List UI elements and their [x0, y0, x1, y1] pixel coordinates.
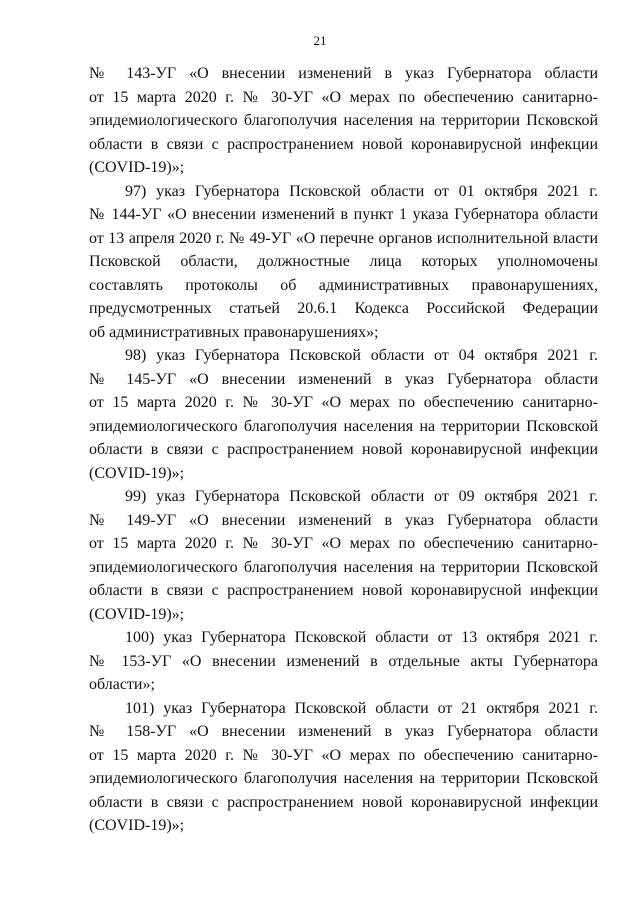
text-line: эпидемиологического благополучия населения на территории Псковской: [89, 112, 598, 129]
text-line: предусмотренных статьей 20.6.1 Кодекса Российской Федерации: [89, 300, 598, 317]
text-line: области в связи с распространением новой коронавирусной инфекции: [89, 582, 598, 599]
list-item-first-line: 100) указ Губернатора Псковской области от 13 октября 2021 г.: [125, 629, 598, 646]
text-line: № 149-УГ «О внесении изменений в указ Губернатора области: [89, 511, 598, 529]
text-line: области в связи с распространением новой коронавирусной инфекции: [89, 441, 598, 458]
list-item-first-line: 97) указ Губернатора Псковской области от 01 октября 2021 г.: [125, 182, 598, 200]
list-item-first-line: 98) указ Губернатора Псковской области от 04 октября 2021 г.: [125, 347, 598, 364]
document-body: [89, 62, 598, 838]
text-line: № 153-УГ «О внесении изменений в отдельные акты Губернатора: [89, 652, 598, 670]
text-line: № 144-УГ «О внесении изменений в пункт 1 указа Губернатора области: [89, 206, 598, 223]
text-line: от 15 марта 2020 г. № 30-УГ «О мерах по обеспечению санитарно-: [89, 746, 598, 764]
text-line: от 15 марта 2020 г. № 30-УГ «О мерах по обеспечению санитарно-: [89, 535, 598, 552]
text-line: № 145-УГ «О внесении изменений в указ Губернатора области: [89, 370, 598, 388]
text-line: области в связи с распространением новой коронавирусной инфекции: [89, 135, 598, 153]
text-line: области в связи с распространением новой коронавирусной инфекции: [89, 793, 598, 811]
text-line: от 15 марта 2020 г. № 30-УГ «О мерах по обеспечению санитарно-: [89, 88, 598, 106]
text-line: № 143-УГ «О внесении изменений в указ Губернатора области: [89, 65, 598, 82]
text-line: составлять протоколы об административных правонарушениях,: [89, 276, 598, 294]
text-line: эпидемиологического благополучия населения на территории Псковской: [89, 558, 598, 576]
text-line: области»;: [89, 676, 155, 693]
text-line: (COVID-19)»;: [89, 817, 185, 834]
text-line: (COVID-19)»;: [89, 159, 185, 176]
text-line: от 13 апреля 2020 г. № 49-УГ «О перечне органов исполнительной власти: [89, 229, 598, 247]
page-number: 21: [313, 33, 327, 48]
text-line: эпидемиологического благополучия населения на территории Псковской: [89, 770, 598, 787]
text-line: Псковской области, должностные лица которых уполномочены: [89, 253, 598, 270]
text-line: № 158-УГ «О внесении изменений в указ Губернатора области: [89, 723, 598, 740]
text-line: (COVID-19)»;: [89, 464, 185, 482]
list-item-first-line: 99) указ Губернатора Псковской области от 09 октября 2021 г.: [125, 488, 598, 505]
text-line: (COVID-19)»;: [89, 605, 185, 623]
text-line: об административных правонарушениях»;: [89, 323, 379, 341]
text-line: от 15 марта 2020 г. № 30-УГ «О мерах по обеспечению санитарно-: [89, 394, 598, 411]
list-item-first-line: 101) указ Губернатора Псковской области от 21 октября 2021 г.: [125, 699, 598, 717]
text-line: эпидемиологического благополучия населения на территории Псковской: [89, 417, 598, 435]
